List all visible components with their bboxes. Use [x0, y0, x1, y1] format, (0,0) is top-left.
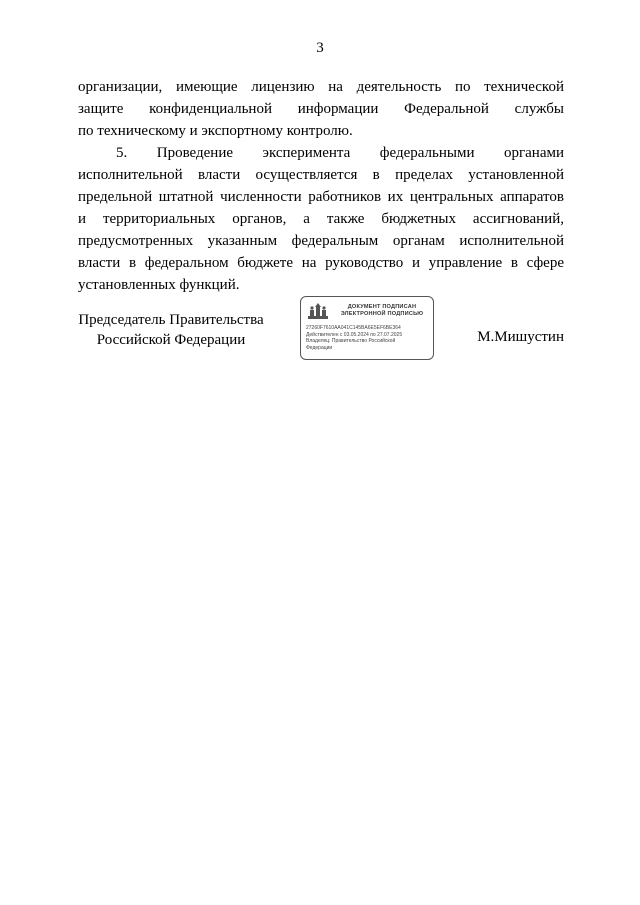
text-line: предельной штатной численности работников их центральных аппаратов: [78, 189, 564, 205]
stamp-owner: Владелец: Правительство Российской: [306, 338, 396, 345]
body-text: [78, 76, 564, 296]
text-line: власти в федеральном бюджете на руководство и управление в сфере: [78, 255, 564, 271]
text-line: 5. Проведение эксперимента федеральными органами: [116, 145, 564, 161]
signer-position: [78, 310, 264, 350]
electronic-signature-stamp: [300, 296, 434, 360]
text-line: предусмотренных указанным федеральным органам исполнительной: [78, 233, 564, 249]
stamp-certificate: 27260F7610AA041C145BA6E5EF6BE364: [306, 325, 401, 331]
stamp-info: [306, 325, 432, 351]
stamp-title-line: ДОКУМЕНТ ПОДПИСАН: [347, 304, 417, 310]
text-line: защите конфиденциальной информации Федеральной службы: [78, 101, 564, 117]
text-line: по техническому и экспортному контролю.: [78, 123, 353, 139]
signer-position-line: Российской Федерации: [96, 332, 246, 348]
coat-of-arms-icon: [307, 302, 329, 320]
text-line: организации, имеющие лицензию на деятельность по технической: [78, 79, 564, 95]
signer-position-line: Председатель Правительства: [78, 312, 264, 328]
stamp-title: [331, 304, 433, 318]
text-line: установленных функций.: [78, 277, 240, 293]
stamp-validity: Действителен с 03.05.2024 по 27.07.2025: [306, 331, 403, 338]
page-number: 3: [316, 40, 324, 56]
text-line: исполнительной власти осуществляется в пределах установленной: [78, 167, 564, 183]
stamp-title-line: ЭЛЕКТРОННОЙ ПОДПИСЬЮ: [340, 311, 424, 317]
text-line: и территориальных органов, а также бюджетных ассигнований,: [78, 211, 564, 227]
signer-name: М.Мишустин: [477, 329, 564, 345]
stamp-owner: Федерации: [306, 344, 333, 351]
